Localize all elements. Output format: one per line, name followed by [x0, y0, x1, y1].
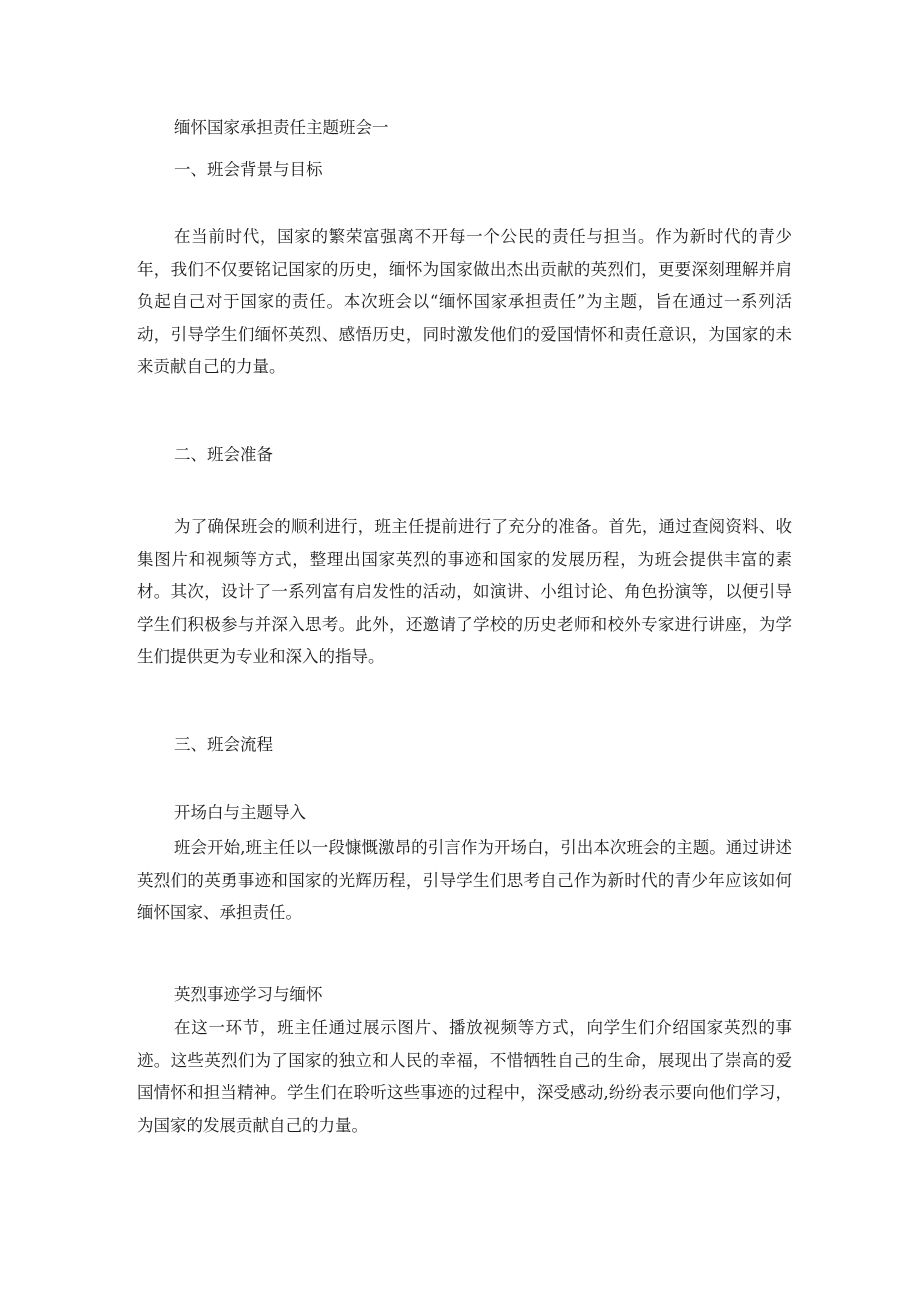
document-title: 缅怀国家承担责任主题班会一	[174, 118, 389, 137]
section-heading-process: 三、班会流程	[174, 735, 273, 754]
paragraph-heroes: 在这一环节，班主任通过展示图片、播放视频等方式，向学生们介绍国家英烈的事迹。这些英烈们为了国家的独立和人民的幸福，不惜牺牲自己的生命，展现出了崇高的爱国情怀和担当精神。学生们在聆听这些事迹的过程中，深受感动,纷纷表示要向他们学习，为国家的发展贡献自己的力量。	[137, 1018, 792, 1135]
paragraph-background: 在当前时代，国家的繁荣富强离不开每一个公民的责任与担当。作为新时代的青少年，我们不仅要铭记国家的历史，缅怀为国家做出杰出贡献的英烈们，更要深刻理解并肩负起自己对于国家的责任。本次班会以“缅怀国家承担责任”为主题，旨在通过一系列活动，引导学生们缅怀英烈、感悟历史，同时激发他们的爱国情怀和责任意识，为国家的未来贡献自己的力量。	[137, 227, 792, 376]
paragraph-preparation: 为了确保班会的顺利进行，班主任提前进行了充分的准备。首先，通过查阅资料、收集图片和视频等方式，整理出国家英烈的事迹和国家的发展历程，为班会提供丰富的素材。其次，设计了一系列富有启发性的活动，如演讲、小组讨论、角色扮演等，以便引导学生们积极参与并深入思考。此外，还邀请了学校的历史老师和校外专家进行讲座，为学生们提供更为专业和深入的指导。	[137, 517, 792, 666]
subsection-heading-heroes: 英烈事迹学习与缅怀	[174, 985, 323, 1004]
subsection-heading-opening: 开场白与主题导入	[174, 803, 306, 822]
section-heading-background: 一、班会背景与目标	[174, 160, 323, 179]
paragraph-opening: 班会开始,班主任以一段慷慨激昂的引言作为开场白，引出本次班会的主题。通过讲述英烈们的英勇事迹和国家的光辉历程，引导学生们思考自己作为新时代的青少年应该如何缅怀国家、承担责任。	[137, 838, 792, 922]
section-heading-preparation: 二、班会准备	[174, 445, 273, 464]
